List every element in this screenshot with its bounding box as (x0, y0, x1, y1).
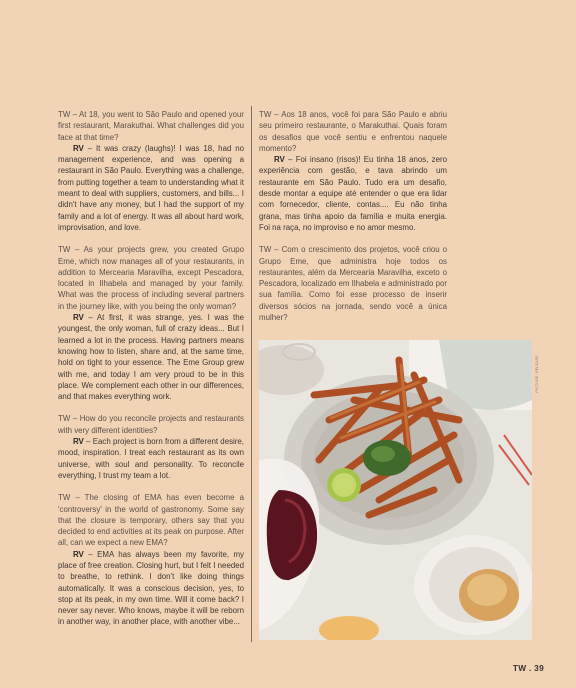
photo-credit: PICTURE: RELEASE (535, 355, 539, 393)
food-photo (259, 340, 532, 640)
fries-plate-illustration (259, 340, 532, 640)
answer-3-speaker: RV (73, 437, 84, 447)
answer-4 (58, 549, 244, 628)
folio-magazine: TW (512, 663, 527, 673)
folio-separator: . (528, 663, 532, 673)
answer-1-text: – It was crazy (laughs)! I was 18, had no management experience, and was opening a restaurant in São Paulo. Everything was a challenge, from putting together a team to understanding what it meant to deal with suppliers, customers, and bills... I didn't have any money, but I had the support of my family and a lot of energy. It was all about hard work, improvisation, and love. (58, 143, 244, 232)
folio-page-number: 39 (534, 663, 544, 673)
pergunta-1: TW – Aos 18 anos, você foi para São Paulo e abriu seu primeiro restaurante, o Marakuthai. Quais foram os desafios que você sentiu e enfrentou naquele momento? (259, 110, 447, 153)
portuguese-column (259, 109, 447, 323)
answer-3 (58, 436, 244, 481)
answer-4-text: – EMA has always been my favorite, my place of free creation. Closing hurt, but I felt I needed to breathe, to rethink. I don't like doing things automatically. It was a conscious decision, yes, to stop at its peak, in my own time. Will it come back? I never say never. Who knows, maybe it will be reborn in another way, in another place, with another vibe... (58, 549, 244, 627)
resposta-1-speaker: RV (274, 155, 285, 165)
pergunta-2: TW – Com o crescimento dos projetos, você criou o Grupo Eme, que administra hoje todos os restaurantes, além da Mercearia Maravilha, exceto o Pescadora, localizado em Ilhabela e administrado por sua família. Como foi esse processo de inserir diversos sócios na jornada, sendo você a única mulher? (259, 245, 447, 323)
answer-3-text: – Each project is born from a different desire, mood, inspiration. I treat each restaurant as its own universe, with soul and personality. To reconcile everything, I trust my team a lot. (58, 437, 244, 480)
english-column (58, 109, 244, 628)
page-folio (513, 663, 544, 673)
answer-1-speaker: RV (73, 143, 84, 153)
question-2: TW – As your projects grew, you created Grupo Eme, which now manages all of your restaurants, in addition to Mercearia Maravilha, except Pescadora, located in Ilhabela and managed by your family. What was the process of including several partners in the journey like, with you being the only woman? (58, 245, 244, 311)
answer-2-speaker: RV (73, 313, 84, 323)
resposta-1 (259, 154, 447, 233)
question-4: TW – The closing of EMA has even become a 'controversy' in the world of gastronomy. Some say that the closure is temporary, others say that you decided to end activities at its peak on purpose. After all, can we expect a new EMA? (58, 493, 244, 548)
answer-2-text: – At first, it was strange, yes. I was the youngest, the only woman, full of crazy ideas... But I learned a lot in the process. Having partners means knowing how to listen, share and, at the same time, hold on tight to your essence. The Eme Group grew with me, and today I am very proud to be in this place. We complement each other in our differences, and that makes everything work. (58, 313, 244, 402)
answer-1 (58, 143, 244, 233)
question-1: TW – At 18, you went to São Paulo and opened your first restaurant, Marakuthai. What challenges did you face at that time? (58, 110, 244, 142)
answer-2 (58, 312, 244, 402)
answer-4-speaker: RV (73, 549, 84, 559)
resposta-1-text: – Foi insano (risos)! Eu tinha 18 anos, zero experiência com gestão, e tava abrindo um restaurante em São Paulo. Tudo era um desafio, desde montar a equipe até entender o que era lidar com fornecedor, cliente, contas.... Eu não tinha grana, mas tinha apoio da família e muita energia. Foi na raça, no improviso e no amor mesmo. (259, 155, 447, 232)
question-3: TW – How do you reconcile projects and restaurants with very different identities? (58, 414, 244, 435)
column-divider (251, 106, 252, 642)
